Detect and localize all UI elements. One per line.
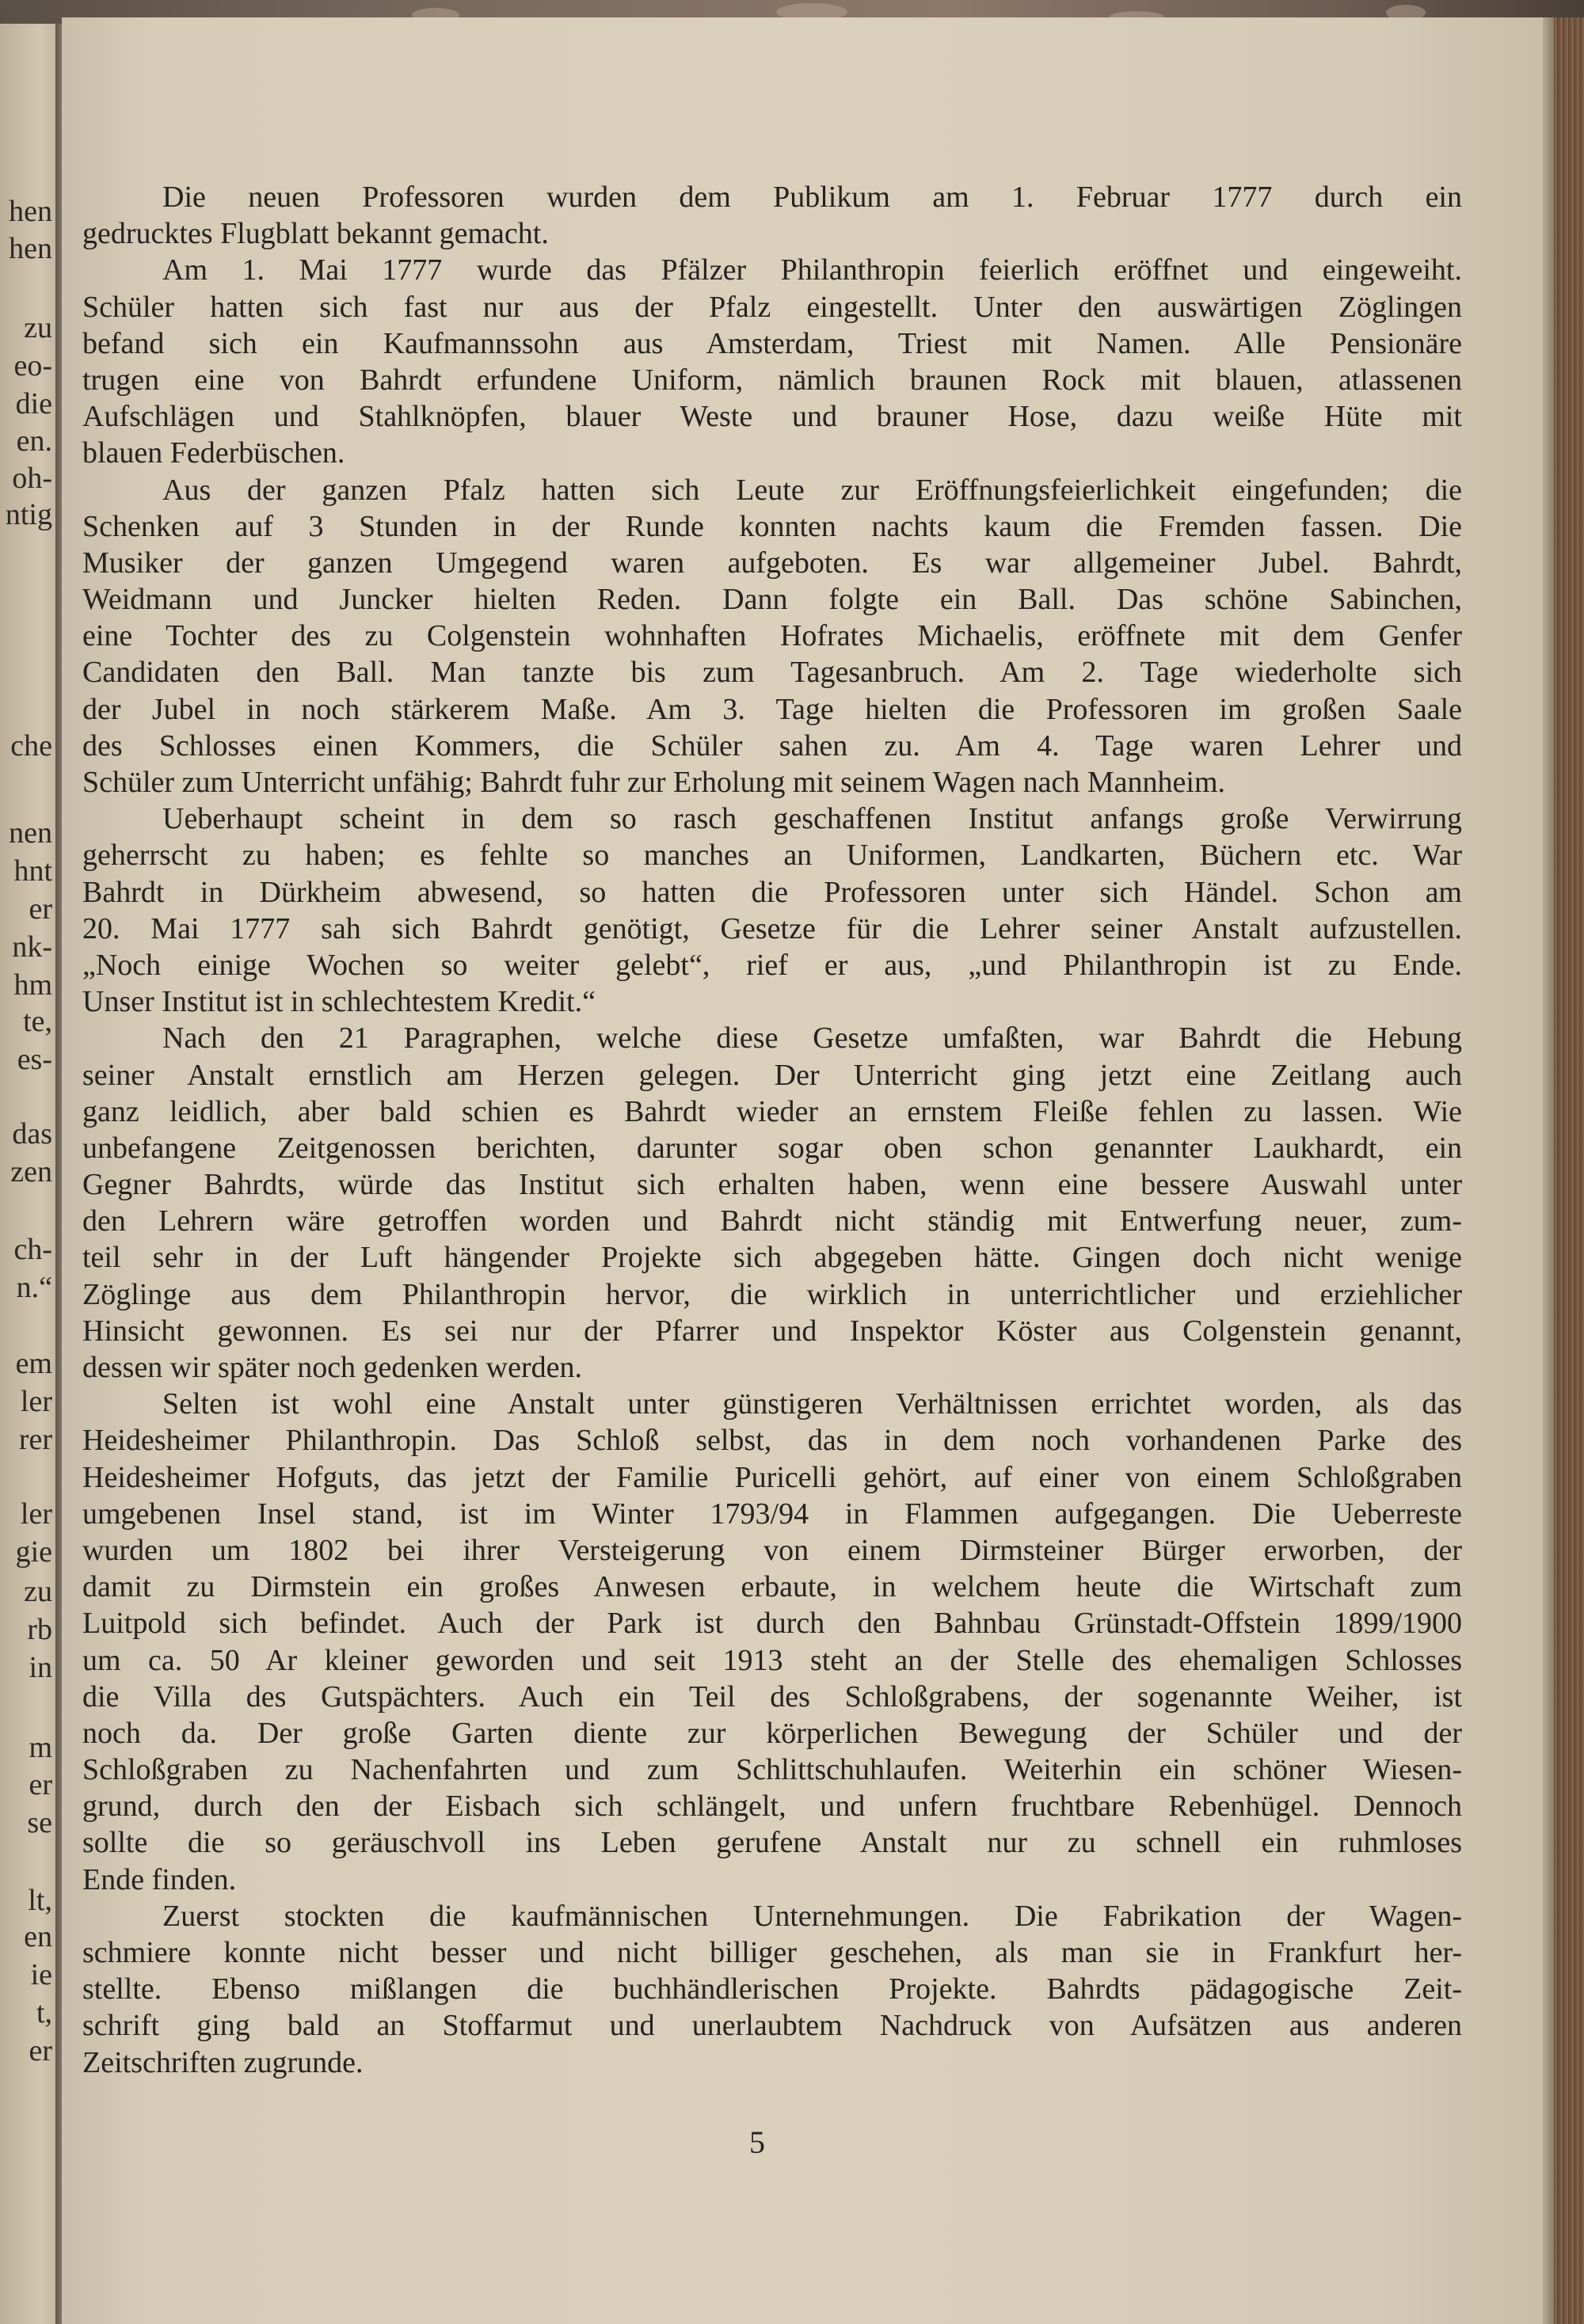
left-page-fragment: se: [27, 1806, 52, 1839]
left-page-fragment: te,: [23, 1005, 52, 1038]
left-page-fragment: rb: [27, 1613, 52, 1646]
left-page-fragment: in: [29, 1651, 52, 1684]
text-line: um ca. 50 Ar kleiner geworden und seit 1913 steht an der Stelle des ehemaligen Schlosses: [82, 1643, 1462, 1677]
page-edge-shadow: [1543, 17, 1554, 2324]
text-line: Luitpold sich befindet. Auch der Park ist durch den Bahnbau Grünstadt-Offstein 1899/1900: [82, 1607, 1462, 1641]
text-line: des Schlosses einen Kommers, die Schüler sahen zu. Am 4. Tage waren Lehrer und: [82, 728, 1462, 763]
text-line: Schloßgraben zu Nachenfahrten und zum Schlittschuhlaufen. Weiterhin ein schöner Wiesen-: [82, 1753, 1462, 1787]
text-line: Heidesheimer Philanthropin. Das Schloß selbst, das in dem noch vorhandenen Parke des: [82, 1424, 1462, 1458]
text-line: sollte die so geräuschvoll ins Leben gerufene Anstalt nur zu schnell ein ruhmloses: [82, 1826, 1462, 1860]
left-page-fragment: hnt: [13, 854, 52, 888]
text-line: gedrucktes Flugblatt bekannt gemacht.: [82, 217, 549, 251]
text-line: Zuerst stockten die kaufmännischen Unternehmungen. Die Fabrikation der Wagen-: [162, 1899, 1462, 1933]
text-line: Hinsicht gewonnen. Es sei nur der Pfarrer und Inspektor Köster aus Colgenstein genannt,: [82, 1314, 1462, 1348]
left-page-fragment: hm: [13, 968, 52, 1002]
left-page-fragment: es-: [17, 1043, 52, 1076]
page-number: 5: [749, 2124, 765, 2160]
text-line: Schüler zum Unterricht unfähig; Bahrdt fuhr zur Erholung mit seinem Wagen nach Mannheim.: [82, 766, 1226, 799]
text-line: Heidesheimer Hofguts, das jetzt der Familie Puricelli gehört, auf einer von einem Schloßgraben: [82, 1460, 1462, 1494]
text-line: stellte. Ebenso mißlangen die buchhändlerischen Projekte. Bahrdts pädagogische Zeit-: [82, 1972, 1462, 2006]
left-page-fragment: che: [10, 729, 52, 763]
left-page-fragment: zen: [10, 1155, 52, 1189]
paragraph-7: [82, 1898, 1462, 2081]
paragraph-6: [82, 1386, 1462, 1898]
text-line: Candidaten den Ball. Man tanzte bis zum Tagesanbruch. Am 2. Tage wiederholte sich: [82, 656, 1462, 690]
text-line: die Villa des Gutspächters. Auch ein Teil des Schloßgrabens, der sogenannte Weiher, ist: [82, 1679, 1462, 1714]
text-line: Bahrdt in Dürkheim abwesend, so hatten die Professoren unter sich Händel. Schon am: [82, 875, 1462, 909]
left-page-fragment: er: [29, 1768, 52, 1801]
left-page-fragment: die: [15, 387, 52, 420]
paragraph-2: [82, 252, 1462, 471]
text-line: Aufschlägen und Stahlknöpfen, blauer Weste und brauner Hose, dazu weiße Hüte mit: [82, 400, 1462, 434]
left-page-fragment: hen: [9, 232, 52, 265]
left-page-edge: [0, 24, 57, 2324]
left-page-fragment: ntig: [5, 498, 52, 531]
left-page-fragment: er: [29, 2034, 52, 2067]
left-page-fragment: ch-: [13, 1233, 52, 1266]
left-page-fragment: eo-: [13, 349, 52, 382]
left-page-fragment: t,: [36, 1996, 52, 2029]
text-line: Unser Institut ist in schlechtestem Kredit.“: [82, 985, 596, 1019]
left-page-fragment: hen: [9, 195, 52, 228]
text-line: noch da. Der große Garten diente zur körperlichen Bewegung der Schüler und der: [82, 1716, 1462, 1750]
left-page-fragment: das: [12, 1117, 52, 1151]
left-page-fragment: rer: [18, 1423, 52, 1456]
text-line: Gegner Bahrdts, würde das Institut sich erhalten haben, wenn eine bessere Auswahl unter: [82, 1168, 1462, 1202]
left-page-fragment: en: [24, 1920, 52, 1953]
paragraph-5: [82, 1020, 1462, 1386]
left-page-fragment: lt,: [28, 1884, 52, 1917]
book-fore-edge: [1554, 17, 1584, 2324]
text-line: wurden um 1802 bei ihrer Versteigerung von einem Dirmsteiner Bürger erworben, der: [82, 1533, 1462, 1567]
paragraph-4: [82, 801, 1462, 1020]
text-line: dessen wir später noch gedenken werden.: [82, 1351, 582, 1384]
text-line: unbefangene Zeitgenossen berichten, darunter sogar oben schon genannter Laukhardt, ein: [82, 1131, 1462, 1165]
text-line: Zeitschriften zugrunde.: [82, 2045, 364, 2079]
text-line: Musiker der ganzen Umgegend waren aufgeboten. Es war allgemeiner Jubel. Bahrdt,: [82, 546, 1462, 580]
text-line: damit zu Dirmstein ein großes Anwesen erbaute, in welchem heute die Wirtschaft zum: [82, 1570, 1462, 1604]
left-page-fragment: zu: [24, 311, 52, 344]
left-page-fragment: em: [15, 1347, 52, 1380]
left-page-fragment: zu: [24, 1575, 52, 1608]
paragraph-1: [82, 179, 1462, 252]
text-line: Selten ist wohl eine Anstalt unter günstigeren Verhältnissen errichtet worden, als das: [162, 1387, 1462, 1421]
text-line: ganz leidlich, aber bald schien es Bahrdt wieder an ernstem Fleiße fehlen zu lassen. Wie: [82, 1094, 1462, 1128]
page-body-text: [82, 179, 1462, 2081]
left-page-fragment: oh-: [12, 462, 52, 495]
left-page-fragment: er: [29, 892, 52, 926]
text-line: 20. Mai 1777 sah sich Bahrdt genötigt, Gesetze für die Lehrer seiner Anstalt aufzustellen.: [82, 911, 1462, 945]
paragraph-3: [82, 472, 1462, 801]
text-line: Die neuen Professoren wurden dem Publikum am 1. Februar 1777 durch ein: [162, 181, 1462, 214]
text-line: Schenken auf 3 Stunden in der Runde konnten nachts kaum die Fremden fassen. Die: [82, 509, 1462, 543]
text-line: trugen eine von Bahrdt erfundene Uniform, nämlich braunen Rock mit blauen, atlassenen: [82, 363, 1462, 397]
left-page-fragment: m: [29, 1731, 52, 1764]
text-line: eine Tochter des zu Colgenstein wohnhaften Hofrates Michaelis, eröffnete mit dem Genfer: [82, 619, 1462, 653]
text-line: Schüler hatten sich fast nur aus der Pfalz eingestellt. Unter den auswärtigen Zöglingen: [82, 290, 1462, 324]
text-line: umgebenen Insel stand, ist im Winter 1793/94 in Flammen aufgegangen. Die Ueberreste: [82, 1497, 1462, 1531]
text-line: Aus der ganzen Pfalz hatten sich Leute zur Eröffnungsfeierlichkeit eingefunden; die: [162, 473, 1462, 507]
left-page-fragment: n.“: [16, 1271, 52, 1304]
text-line: Ueberhaupt scheint in dem so rasch geschaffenen Institut anfangs große Verwirrung: [162, 802, 1462, 836]
text-line: grund, durch den der Eisbach sich schlängelt, und unfern fruchtbare Rebenhügel. Dennoch: [82, 1790, 1462, 1824]
text-line: Ende finden.: [82, 1862, 237, 1896]
left-page-fragment: ler: [20, 1497, 52, 1531]
left-page-fragment: nen: [9, 816, 52, 850]
text-line: „Noch einige Wochen so weiter gelebt“, rief er aus, „und Philanthropin ist zu Ende.: [82, 948, 1462, 982]
left-page-fragment: gie: [15, 1535, 52, 1569]
left-page-fragment: nk-: [12, 930, 52, 964]
text-line: der Jubel in noch stärkerem Maße. Am 3. Tage hielten die Professoren im großen Saale: [82, 692, 1462, 726]
left-page-fragment: en.: [16, 424, 52, 458]
text-line: seiner Anstalt ernstlich am Herzen gelegen. Der Unterricht ging jetzt eine Zeitlang auch: [82, 1058, 1462, 1092]
text-line: schrift ging bald an Stoffarmut und unerlaubtem Nachdruck von Aufsätzen aus anderen: [82, 2009, 1462, 2043]
text-line: Nach den 21 Paragraphen, welche diese Gesetze umfaßten, war Bahrdt die Hebung: [162, 1021, 1462, 1055]
left-page-fragment: ler: [20, 1385, 52, 1418]
text-line: Am 1. Mai 1777 wurde das Pfälzer Philanthropin feierlich eröffnet und eingeweiht.: [162, 253, 1462, 287]
left-page-fragment: ie: [30, 1958, 52, 1991]
text-line: den Lehrern wäre getroffen worden und Bahrdt nicht ständig mit Entwerfung neuer, zum-: [82, 1204, 1462, 1238]
text-line: schmiere konnte nicht besser und nicht billiger geschehen, als man sie in Frankfurt her-: [82, 1936, 1462, 1969]
text-line: blauen Federbüschen.: [82, 436, 345, 470]
text-line: Weidmann und Juncker hielten Reden. Dann folgte ein Ball. Das schöne Sabinchen,: [82, 583, 1462, 617]
text-line: geherrscht zu haben; es fehlte so manches an Uniformen, Landkarten, Büchern etc. War: [82, 839, 1462, 873]
text-line: Zöglinge aus dem Philanthropin hervor, die wirklich in unterrichtlicher und erziehlicher: [82, 1277, 1462, 1311]
text-line: teil sehr in der Luft hängender Projekte sich abgegeben hätte. Gingen doch nicht wenige: [82, 1241, 1462, 1275]
text-line: befand sich ein Kaufmannssohn aus Amsterdam, Triest mit Namen. Alle Pensionäre: [82, 326, 1462, 360]
